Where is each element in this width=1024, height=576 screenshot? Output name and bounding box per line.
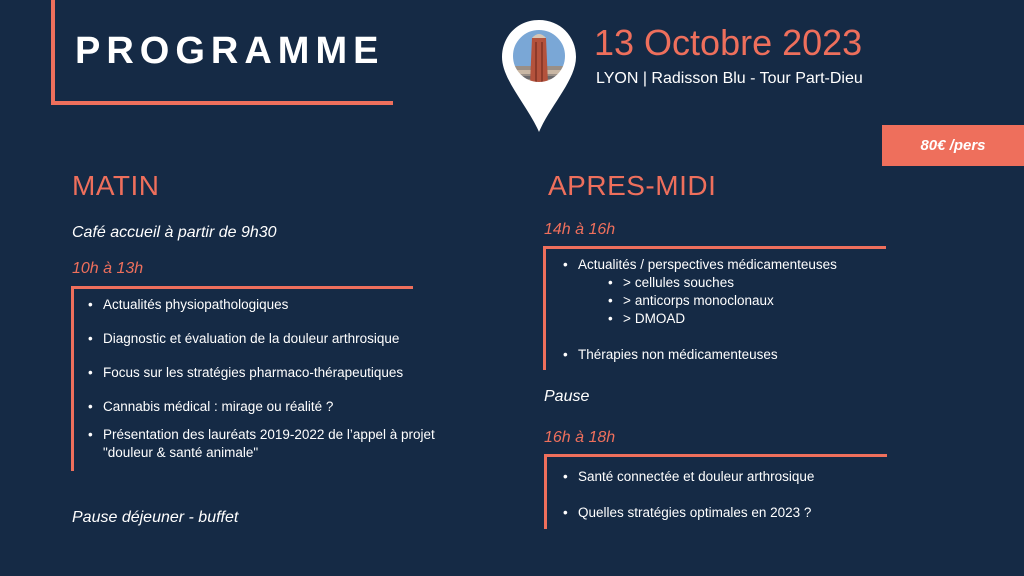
sub-list bbox=[578, 274, 883, 328]
list-item: • Actualités physiopathologiques bbox=[88, 296, 468, 314]
list-item: • Focus sur les stratégies pharmaco-thérapeutiques bbox=[88, 364, 468, 382]
pause-note: Pause bbox=[544, 388, 590, 405]
title-frame-horizontal bbox=[51, 101, 393, 105]
list-item: • Quelles stratégies optimales en 2023 ? bbox=[563, 504, 883, 522]
sub-list-item bbox=[608, 274, 883, 292]
sub-list-label: cellules souches bbox=[634, 275, 734, 290]
page-title: PROGRAMME bbox=[75, 30, 385, 72]
sub-marker: > bbox=[623, 311, 631, 326]
morning-items-list bbox=[88, 296, 468, 462]
list-item: • Thérapies non médicamenteuses bbox=[563, 346, 883, 364]
event-date: 13 Octobre 2023 bbox=[594, 22, 863, 63]
afternoon-bracket2-top bbox=[544, 454, 887, 457]
afternoon-bracket2-side bbox=[544, 454, 547, 529]
morning-bracket-side bbox=[71, 286, 74, 471]
price-tag: 80€ /pers bbox=[882, 125, 1024, 166]
sub-list-item bbox=[608, 310, 883, 328]
welcome-note: Café accueil à partir de 9h30 bbox=[72, 224, 277, 241]
list-item-line: "douleur & santé animale" bbox=[103, 445, 259, 460]
list-item: • Santé connectée et douleur arthrosique bbox=[563, 468, 883, 486]
afternoon-session2-time: 16h à 18h bbox=[544, 429, 616, 446]
afternoon-session1-list bbox=[563, 256, 883, 364]
list-item: • Cannabis médical : mirage ou réalité ? bbox=[88, 398, 468, 416]
sub-list-label: anticorps monoclonaux bbox=[634, 293, 774, 308]
event-venue: LYON | Radisson Blu - Tour Part-Dieu bbox=[596, 70, 863, 87]
morning-session-time: 10h à 13h bbox=[72, 260, 144, 277]
list-item bbox=[563, 256, 883, 328]
afternoon-session2-list bbox=[563, 468, 883, 522]
lunch-note: Pause déjeuner - buffet bbox=[72, 509, 239, 526]
morning-bracket-top bbox=[71, 286, 413, 289]
list-item-label: Actualités / perspectives médicamenteuses bbox=[578, 257, 837, 272]
list-item: • Diagnostic et évaluation de la douleur arthrosique bbox=[88, 330, 468, 348]
afternoon-session1-time: 14h à 16h bbox=[544, 221, 616, 238]
afternoon-heading: APRES-MIDI bbox=[548, 170, 717, 201]
list-item-line: Présentation des lauréats 2019-2022 de l’appel à projet bbox=[103, 427, 435, 442]
sub-list-item bbox=[608, 292, 883, 310]
afternoon-bracket1-side bbox=[543, 246, 546, 370]
sub-list-label: DMOAD bbox=[634, 311, 686, 326]
sub-marker: > bbox=[623, 293, 631, 308]
sub-marker: > bbox=[623, 275, 631, 290]
morning-heading: MATIN bbox=[72, 170, 160, 201]
location-pin-icon bbox=[500, 18, 578, 136]
afternoon-bracket1-top bbox=[543, 246, 886, 249]
title-frame-vertical bbox=[51, 0, 55, 104]
list-item bbox=[88, 426, 468, 462]
